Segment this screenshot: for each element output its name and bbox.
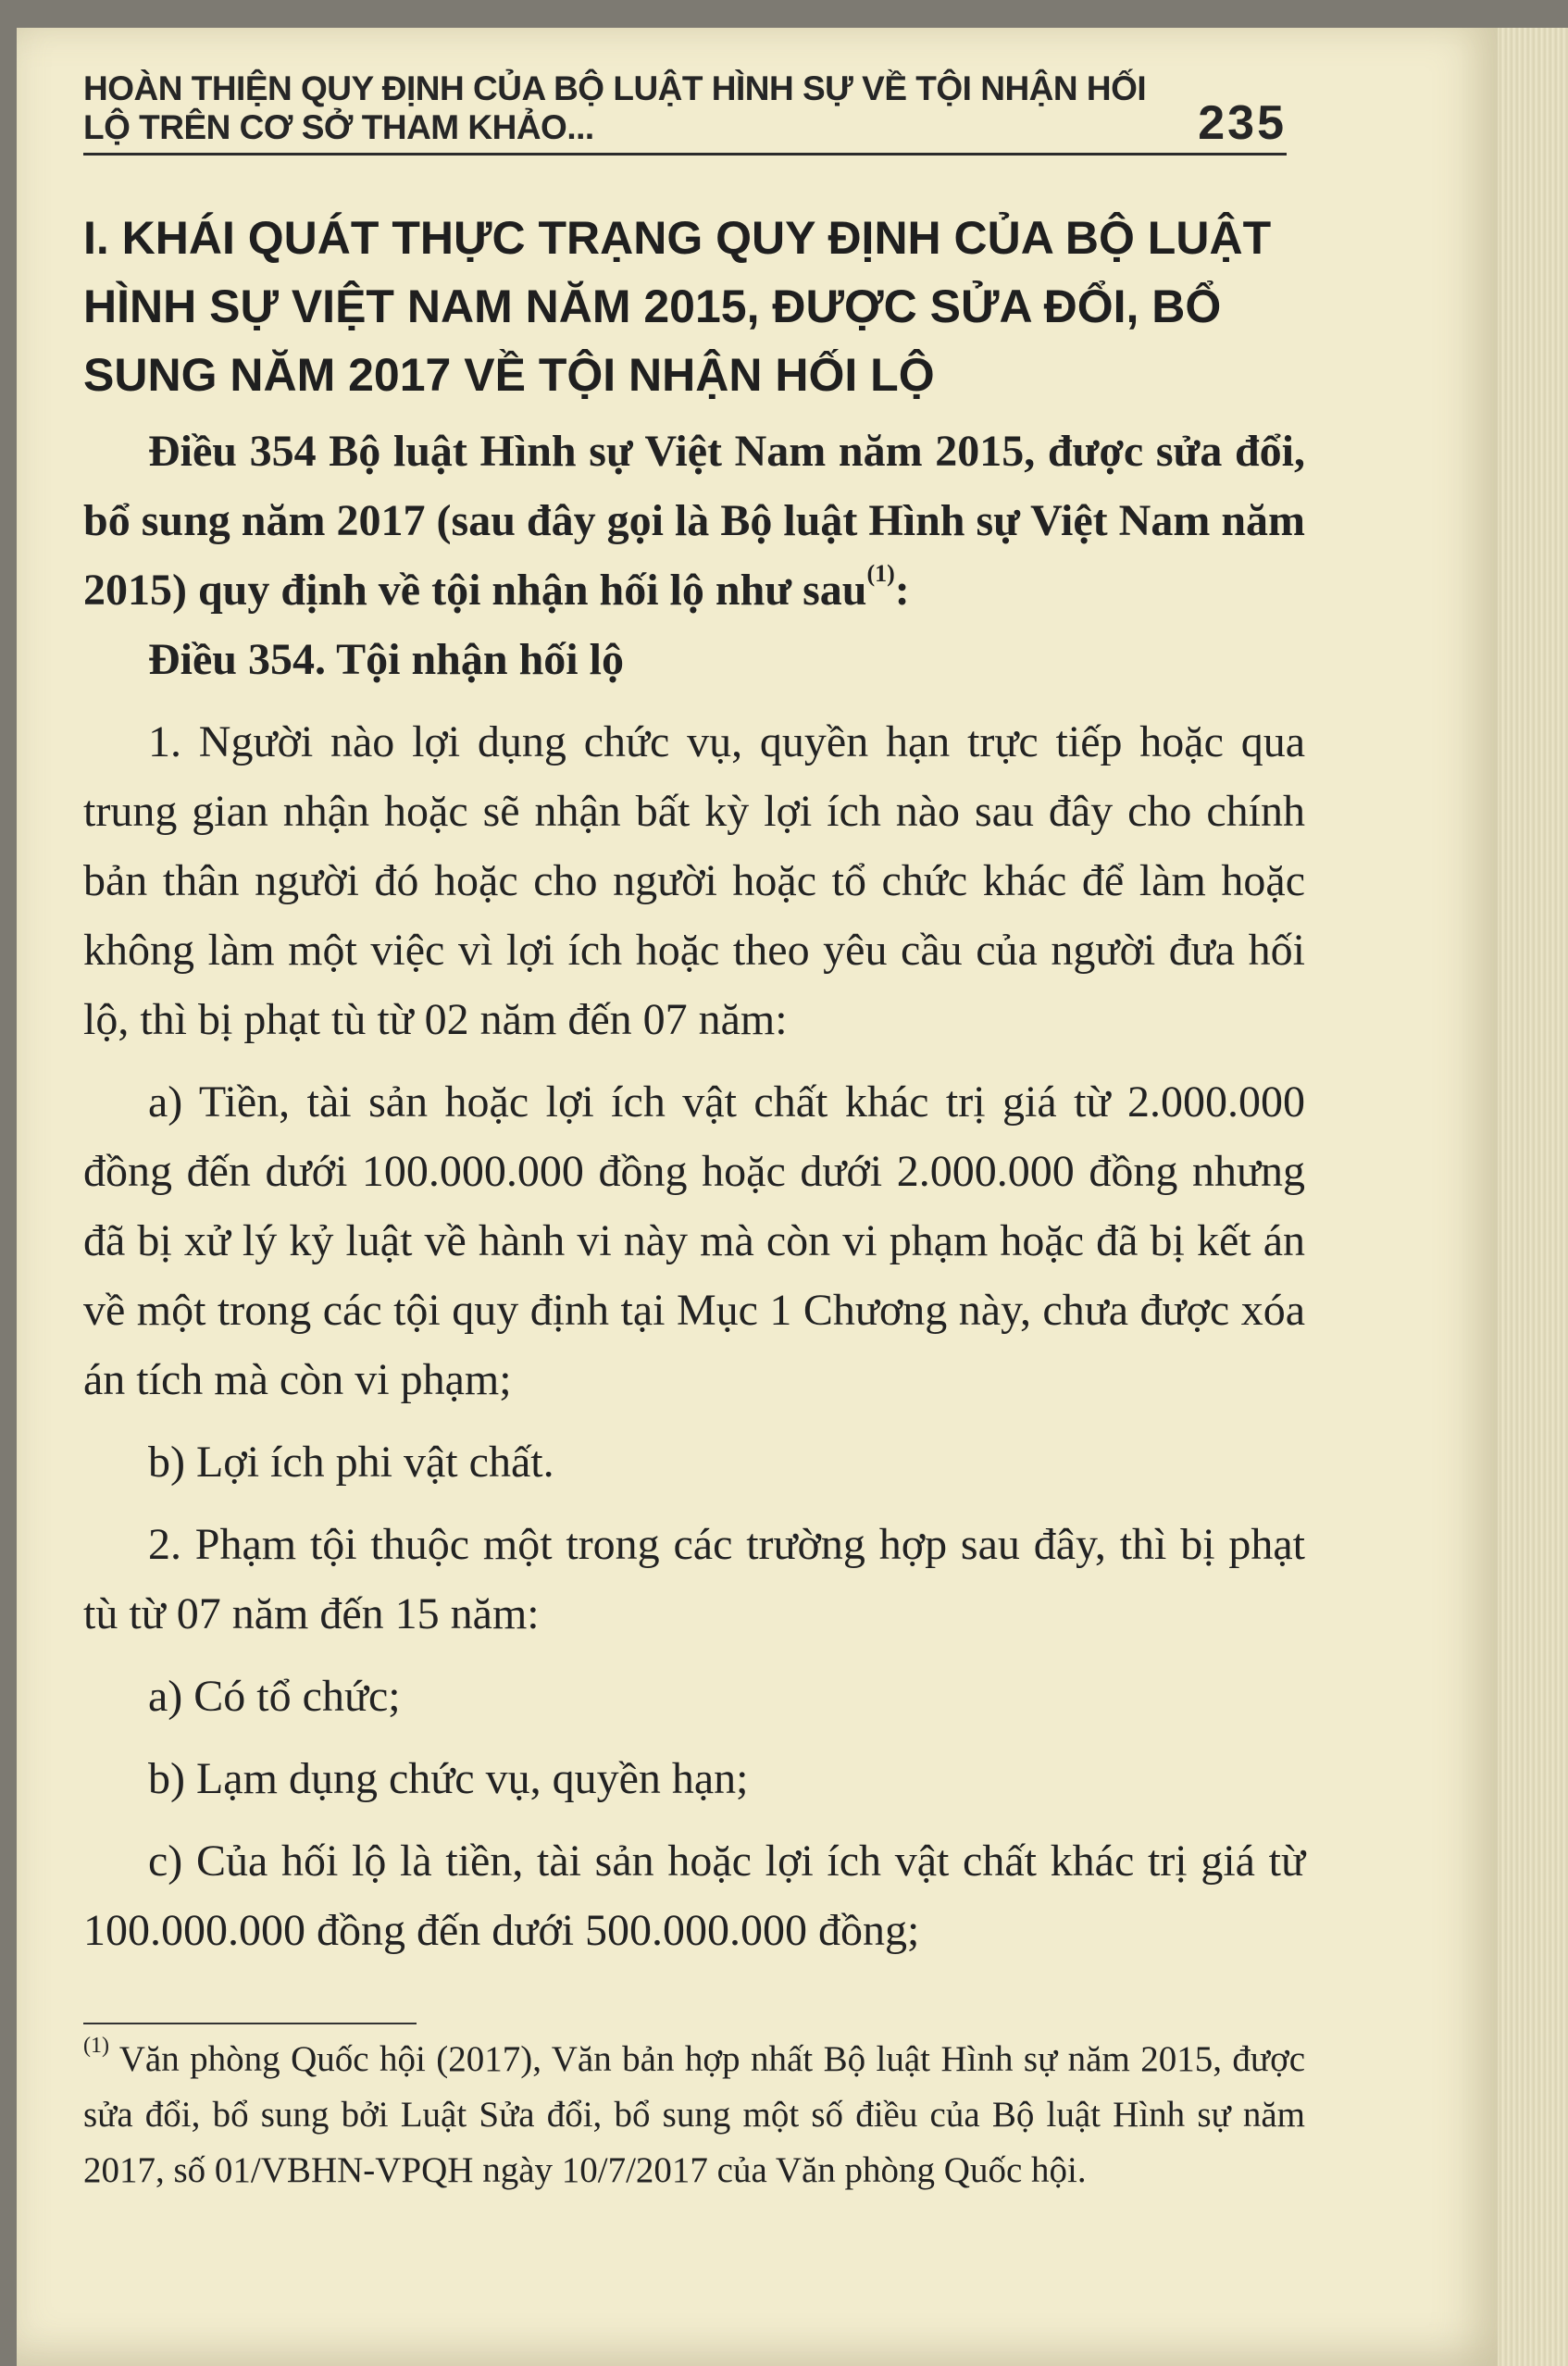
intro-text: Điều 354 Bộ luật Hình sự Việt Nam năm 2015, được sửa đổi, bổ sung năm 2017 (sau đây gọi là Bộ luật Hình sự Việt Nam năm 2015) quy định về tội nhận hối lộ như sau bbox=[83, 427, 1305, 615]
body-text bbox=[83, 417, 1305, 1965]
paragraph-1a: a) Tiền, tài sản hoặc lợi ích vật chất khác trị giá từ 2.000.000 đồng đến dưới 100.000.000 đồng hoặc dưới 2.000.000 đồng nhưng đã bị xử lý kỷ luật về hành vi này mà còn vi phạm hoặc đã bị kết án về một trong các tội quy định tại Mục 1 Chương này, chưa được xóa án tích mà còn vi phạm; bbox=[83, 1077, 1305, 1404]
section-heading: I. KHÁI QUÁT THỰC TRẠNG QUY ĐỊNH CỦA BỘ LUẬT HÌNH SỰ VIỆT NAM NĂM 2015, ĐƯỢC SỬA ĐỔI, BỔ SUNG NĂM 2017 VỀ TỘI NHẬN HỐI LỘ bbox=[83, 212, 1272, 401]
footnote-divider bbox=[83, 2023, 417, 2024]
paragraph-2c: c) Của hối lộ là tiền, tài sản hoặc lợi ích vật chất khác trị giá từ 100.000.000 đồng đến dưới 500.000.000 đồng; bbox=[83, 1837, 1305, 1955]
article-title: Điều 354. Tội nhận hối lộ bbox=[148, 635, 624, 684]
paragraph-2a: a) Có tổ chức; bbox=[148, 1672, 401, 1721]
running-title: HOÀN THIỆN QUY ĐỊNH CỦA BỘ LUẬT HÌNH SỰ VỀ TỘI NHẬN HỐI LỘ TRÊN CƠ SỞ THAM KHẢO... bbox=[83, 69, 1147, 146]
page-edges bbox=[1498, 28, 1568, 2366]
running-header bbox=[83, 69, 1287, 156]
paragraph-clause-1: 1. Người nào lợi dụng chức vụ, quyền hạn trực tiếp hoặc qua trung gian nhận hoặc sẽ nhận bất kỳ lợi ích nào sau đây cho chính bản thân người đó hoặc cho người hoặc tổ chức khác để làm hoặc không làm một việc vì lợi ích hoặc theo yêu cầu của người đưa hối lộ, thì bị phạt tù từ 02 năm đến 07 năm: bbox=[83, 717, 1305, 1044]
footnote bbox=[83, 2032, 1305, 2198]
page-number: 235 bbox=[1198, 96, 1287, 150]
footnote-reference: (1) bbox=[866, 560, 895, 587]
paragraph-1b: b) Lợi ích phi vật chất. bbox=[148, 1438, 554, 1487]
intro-paragraph bbox=[83, 417, 1305, 625]
footnote-marker: (1) bbox=[83, 2034, 109, 2058]
paragraph-2b: b) Lạm dụng chức vụ, quyền hạn; bbox=[148, 1754, 749, 1803]
paragraph-clause-2: 2. Phạm tội thuộc một trong các trường hợp sau đây, thì bị phạt tù từ 07 năm đến 15 năm: bbox=[83, 1520, 1305, 1638]
footnote-text: Văn phòng Quốc hội (2017), Văn bản hợp nhất Bộ luật Hình sự năm 2015, được sửa đổi, bổ sung bởi Luật Sửa đổi, bổ sung một số điều của Bộ luật Hình sự năm 2017, số 01/VBHN-VPQH ngày 10/7/2017 của Văn phòng Quốc hội. bbox=[83, 2039, 1306, 2190]
intro-end: : bbox=[894, 566, 910, 615]
